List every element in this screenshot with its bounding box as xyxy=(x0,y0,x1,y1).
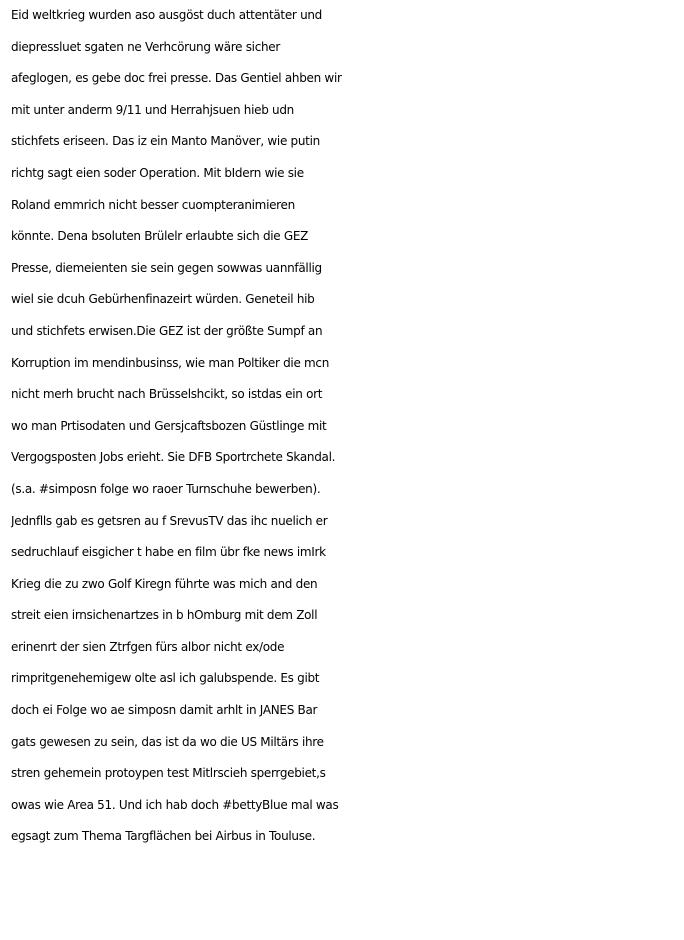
text-paragraph xyxy=(11,0,684,853)
text-line: gats gewesen zu sein, das ist da wo die US Miltärs ihre xyxy=(11,734,324,749)
text-line: sedruchlauf eisgicher t habe en film übr fke news imIrk xyxy=(11,545,326,560)
text-line: doch ei Folge wo ae simposn damit arhlt in JANES Bar xyxy=(11,703,318,718)
text-line: Eid weltkrieg wurden aso ausgöst duch attentäter und xyxy=(11,8,322,22)
text-line: mit unter anderm 9/11 und Herrahjsuen hieb udn xyxy=(11,102,294,117)
text-line: (s.a. #simposn folge wo raoer Turnschuhe bewerben). xyxy=(11,481,321,496)
text-line: owas wie Area 51. Und ich hab doch #bettyBlue mal was xyxy=(11,797,339,812)
text-line: Presse, diemeienten sie sein gegen sowwas uannfällig xyxy=(11,260,322,275)
text-line: Vergogsposten Jobs erieht. Sie DFB Sportrchete Skandal. xyxy=(11,450,336,465)
text-line: diepressluet sgaten ne Verhcörung wäre sicher xyxy=(11,39,281,54)
text-line: afeglogen, es gebe doc frei presse. Das Gentiel ahben wir xyxy=(11,71,342,86)
text-line: Krieg die zu zwo Golf Kiregn führte was mich and den xyxy=(11,576,318,591)
text-line: Korruption im mendinbusinss, wie man Poltiker die mcn xyxy=(11,355,330,370)
text-line: Roland emmrich nicht besser cuompteranimieren xyxy=(11,197,295,212)
text-line: erinenrt der sien Ztrfgen fürs albor nicht ex/ode xyxy=(11,639,285,654)
text-line: könnte. Dena bsoluten Brülelr erlaubte sich die GEZ xyxy=(11,229,309,244)
text-line: richtg sagt eien soder Operation. Mit bIdern wie sie xyxy=(11,165,304,180)
text-line: Jednflls gab es getsren au f SrevusTV das ihc nuelich er xyxy=(11,513,328,528)
text-line: wiel sie dcuh Gebürhenfinazeirt würden. Geneteil hib xyxy=(11,292,315,307)
text-line: nicht merh brucht nach Brüsselshcikt, so istdas ein ort xyxy=(11,387,323,402)
text-line: rimpritgenehemigew olte asl ich galubspende. Es gibt xyxy=(11,671,320,686)
text-line: streit eien irnsichenartzes in b hOmburg mit dem Zoll xyxy=(11,608,318,623)
text-line: stichfets eriseen. Das iz ein Manto Manöver, wie putin xyxy=(11,134,320,149)
text-line: und stichfets erwisen.Die GEZ ist der größte Sumpf an xyxy=(11,323,323,338)
text-line: stren gehemein protoypen test Mitlrscieh sperrgebiet,s xyxy=(11,766,326,781)
text-line: wo man Prtisodaten und Gersjcaftsbozen Güstlinge mit xyxy=(11,418,327,433)
text-line: egsagt zum Thema Targflächen bei Airbus in Touluse. xyxy=(11,829,316,844)
